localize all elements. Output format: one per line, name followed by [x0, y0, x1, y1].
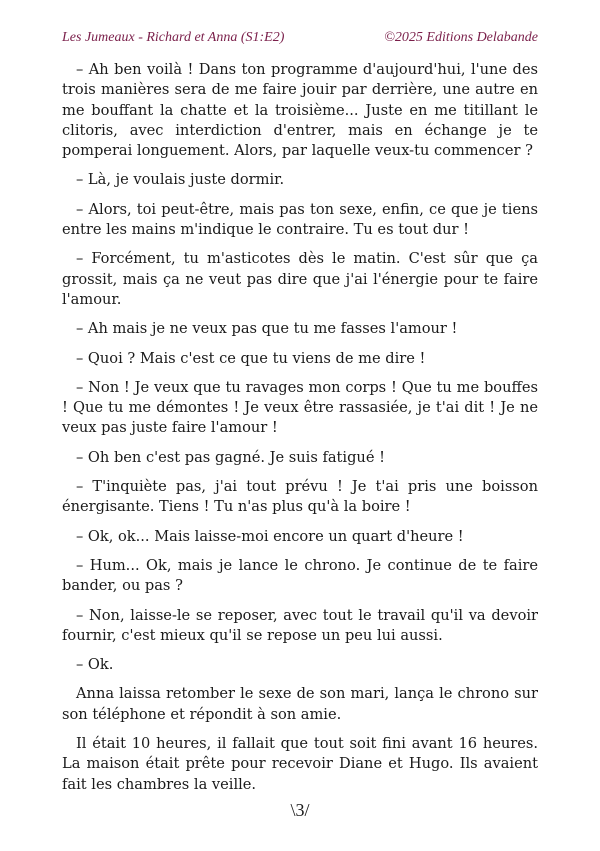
- paragraph: Il était 10 heures, il fallait que tout soit fini avant 16 heures. La maison était prête pour recevoir Diane et Hugo. Ils avaient fait les chambres la veille.: [62, 735, 538, 793]
- paragraph: – Là, je voulais juste dormir.: [76, 171, 285, 189]
- book-title: Les Jumeaux - Richard et Anna (S1:E2): [62, 30, 285, 45]
- paragraph: – T'inquiète pas, j'ai tout prévu ! Je t'ai pris une boisson énergisante. Tiens ! Tu n'as plus qu'à la boire !: [62, 478, 538, 516]
- paragraph: – Ah ben voilà ! Dans ton programme d'aujourd'hui, l'une des trois manières sera de me faire jouir par derrière, une autre en me bouffant la chatte et la troisième... Juste en me titillant le clitoris, avec interdiction d'entrer, mais en échange je te pomperai longuement. Alors, par laquelle veux-tu commencer ?: [62, 61, 538, 160]
- paragraph: – Quoi ? Mais c'est ce que tu viens de me dire !: [76, 349, 426, 367]
- paragraph: Anna laissa retomber le sexe de son mari, lança le chrono sur son téléphone et répondit à son amie.: [62, 685, 538, 723]
- running-header: [62, 30, 538, 46]
- body-text: [62, 60, 538, 804]
- paragraph: – Ok.: [76, 656, 114, 674]
- paragraph: – Forcément, tu m'asticotes dès le matin. C'est sûr que ça grossit, mais ça ne veut pas dire que j'ai l'énergie pour te faire l'amour.: [62, 250, 538, 308]
- paragraph: – Non ! Je veux que tu ravages mon corps ! Que tu me bouffes ! Que tu me démontes ! Je veux être rassasiée, je t'ai dit ! Je ne veux pas juste faire l'amour !: [62, 378, 538, 437]
- page-number: \3/: [290, 800, 310, 820]
- copyright-notice: ©2025 Editions Delabande: [384, 30, 538, 45]
- paragraph: – Ah mais je ne veux pas que tu me fasses l'amour !: [76, 320, 458, 338]
- paragraph: – Hum... Ok, mais je lance le chrono. Je continue de te faire bander, ou pas ?: [62, 556, 538, 595]
- paragraph: – Non, laisse-le se reposer, avec tout le travail qu'il va devoir fournir, c'est mieux qu'il se repose un peu lui aussi.: [62, 606, 538, 644]
- paragraph: – Alors, toi peut-être, mais pas ton sexe, enfin, ce que je tiens entre les mains m'indique le contraire. Tu es tout dur !: [62, 200, 538, 239]
- paragraph: – Ok, ok... Mais laisse-moi encore un quart d'heure !: [76, 527, 464, 545]
- paragraph: – Oh ben c'est pas gagné. Je suis fatigué !: [76, 448, 385, 466]
